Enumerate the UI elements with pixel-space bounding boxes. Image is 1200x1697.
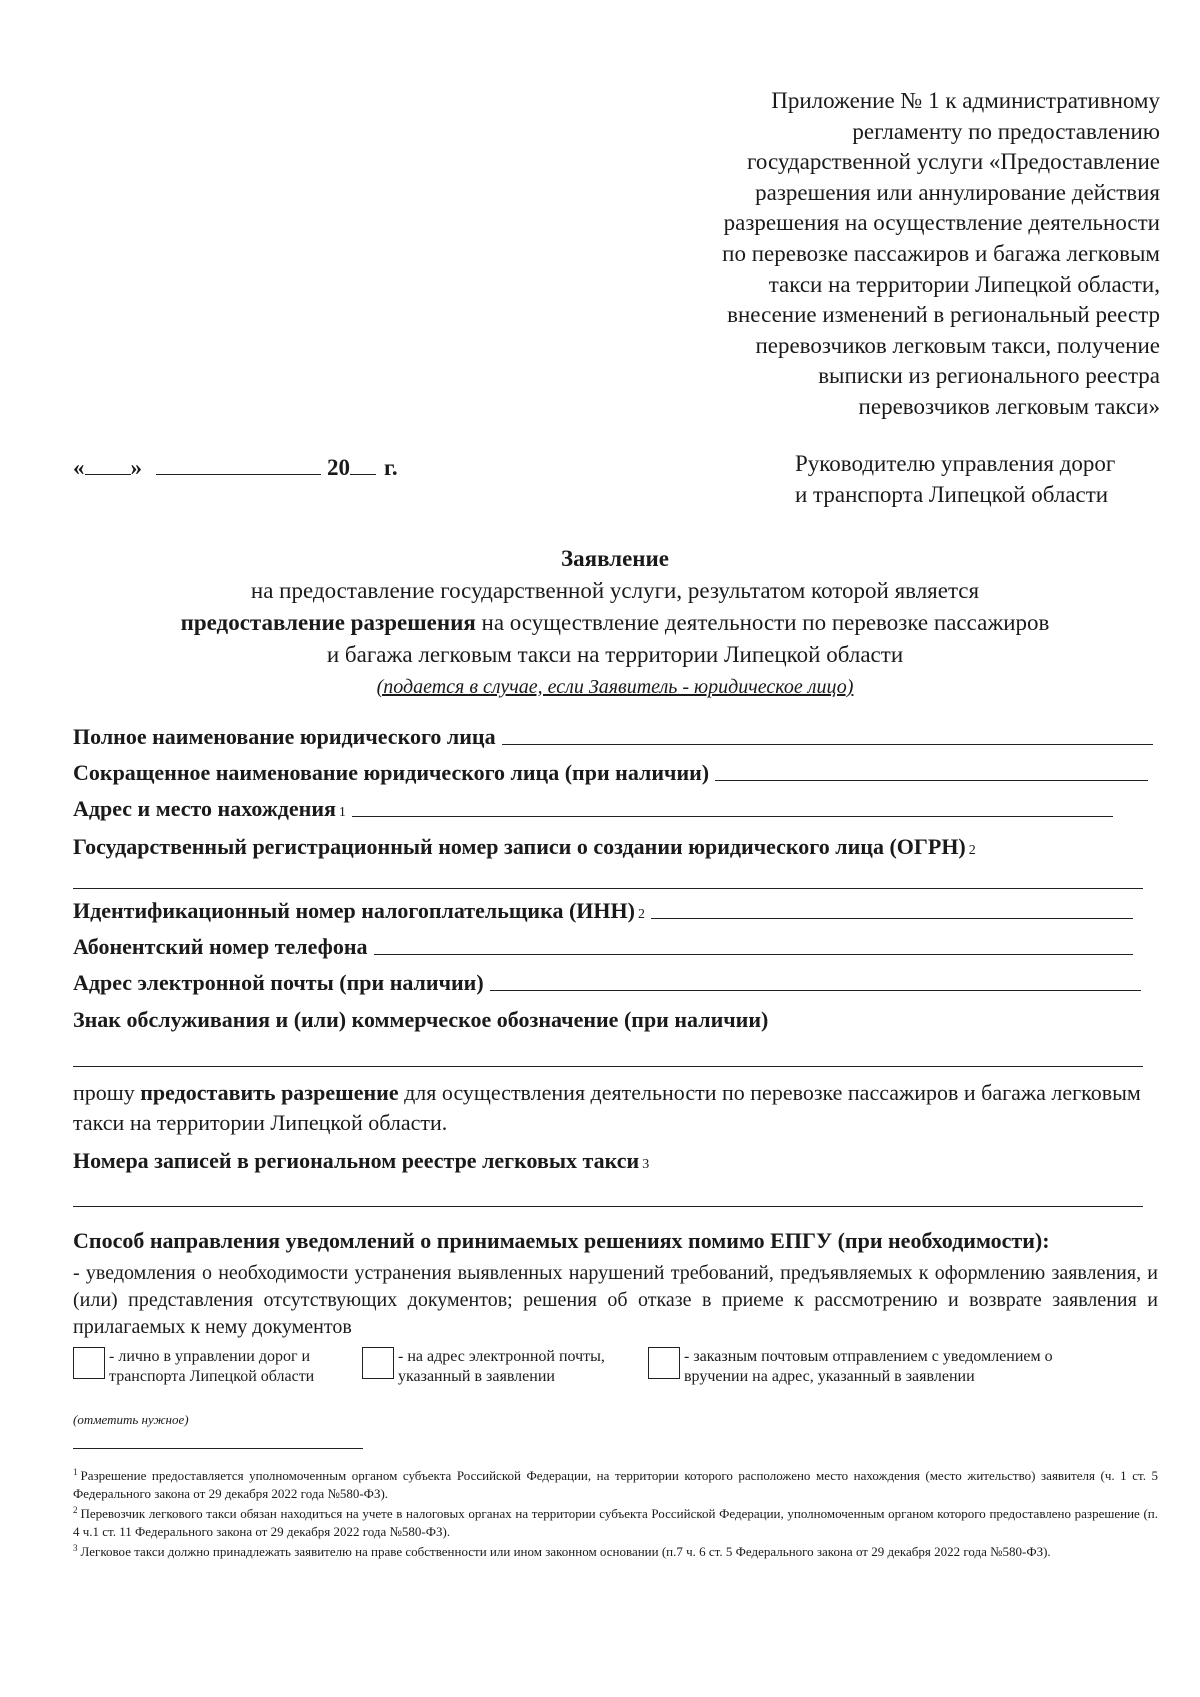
option-label-line: вручении на адрес, указанный в заявлении [684,1368,975,1385]
registry-field [73,1148,649,1174]
inn-field[interactable] [73,898,1133,924]
appendix-line: перевозчиков легковым такси» [858,393,1160,419]
ogrn-field [73,834,976,860]
trademark-line[interactable] [73,1066,1143,1067]
appendix-line: выписки из регионального реестра [818,363,1160,389]
phone-field[interactable] [73,934,1133,960]
date-open-quote: « [73,455,85,480]
registry-label: Номера записей в региональном реестре легковых такси [73,1148,640,1173]
address-line[interactable] [352,815,1113,817]
option-mail[interactable] [648,1347,1053,1387]
email-field[interactable] [73,970,1141,996]
appendix-line: по перевозке пассажиров и багажа легковым [722,240,1160,266]
appendix-line: внесение изменений в региональный реестр [727,302,1160,328]
full-name-label: Полное наименование юридического лица [73,724,496,749]
footnotes [73,1464,1158,1561]
title-note: (подается в случае, если Заявитель - юридическое лицо) [376,676,854,698]
title-line-rest: на осуществление деятельности по перевозке пассажиров [475,610,1050,635]
short-name-label: Сокращенное наименование юридического лица (при наличии) [73,760,710,785]
footnote [73,1464,1158,1502]
registry-line[interactable] [73,1206,1143,1207]
footnote-ref: 3 [642,1157,650,1172]
request-bold: предоставить разрешение [140,1080,399,1105]
request-prefix: прошу [73,1080,141,1105]
footnote-text: Легковое такси должно принадлежать заявителю на праве собственности или ином законном основании (п.7 ч. 6 ст. 5 Федерального закона от 29 декабря 2022 года №580-ФЗ). [80,1544,1051,1559]
option-label [109,1347,314,1387]
request-rest: для осуществления деятельности по перевозке пассажиров и багажа легковым такси на территории Липецкой области. [73,1080,1141,1135]
footnote-text: Разрешение предоставляется уполномоченным органом субъекта Российской Федерации, на территории которого расположено место нахождения (место жительство) заявителя (ч. 1 ст. 5 Федерального закона от 29 декабря 2022 года №580-ФЗ). [73,1468,1158,1501]
option-label-line: - на адрес электронной почты, [398,1348,605,1365]
addressee [795,448,1165,510]
method-title: Способ направления уведомлений о принимаемых решениях помимо ЕПГУ (при необходимости): [73,1228,1050,1253]
full-name-field[interactable] [73,724,1153,750]
document-title: Заявление [560,546,670,571]
appendix-line: перевозчиков легковым такси, получение [755,332,1160,358]
title-line [100,607,1130,639]
footnote-number: 2 [73,1505,78,1515]
option-email[interactable] [362,1347,605,1387]
footnote-ref: 2 [968,843,976,858]
ogrn-line[interactable] [73,888,1143,889]
month-blank[interactable] [156,473,321,475]
footnote [73,1502,1158,1540]
title-bold-phrase: предоставление разрешения [180,610,476,635]
appendix-line: государственной услуги «Предоставление [747,149,1160,175]
footnote-ref: 1 [338,805,346,820]
option-label-line: - заказным почтовым отправлением с уведомлением о [684,1348,1053,1365]
email-label: Адрес электронной почты (при наличии) [73,970,484,995]
appendix-header [650,86,1160,423]
appendix-line: Приложение № 1 к административному [771,88,1160,113]
title-block [100,543,1130,703]
method-text: - уведомления о необходимости устранения выявленных нарушений требований, предъявляемых к оформлению заявления, и (или) представления отсутствующих документов; решения об отказе в приеме к рассмотрению и возврате заявления и прилагаемых к нему документов [73,1262,1158,1338]
footnote-rule [73,1448,363,1449]
appendix-line: регламенту по предоставлению [852,118,1160,144]
addressee-line: и транспорта Липецкой области [795,482,1109,507]
footnote [73,1540,1158,1561]
inn-label: Идентификационный номер налогоплательщика (ИНН) [73,898,635,923]
appendix-line: разрешения на осуществление деятельности [723,210,1160,236]
request-paragraph [73,1078,1148,1138]
address-field[interactable] [73,796,1113,822]
year-prefix: 20 [327,455,350,480]
ogrn-label: Государственный регистрационный номер записи о создании юридического лица (ОГРН) [73,834,966,859]
option-in-person[interactable] [73,1347,314,1387]
footnote-ref: 2 [637,907,645,922]
inn-line[interactable] [651,917,1133,919]
trademark-label: Знак обслуживания и (или) коммерческое обозначение (при наличии) [73,1007,769,1032]
checkbox[interactable] [73,1347,105,1379]
day-blank[interactable] [85,473,131,475]
date-line [73,455,398,481]
checkbox[interactable] [648,1347,680,1379]
mark-note: (отметить нужное) [73,1412,189,1427]
footnote-text: Перевозчик легкового такси обязан находиться на учете в налоговых органах на территории субъекта Российской Федерации, уполномоченным органом которого предоставлено разрешение (п. 4 ч.1 ст. 11 Федерального закона от 29 декабря 2022 года №580-ФЗ). [73,1506,1158,1539]
title-line: на предоставление государственной услуги, результатом которой является [250,578,980,603]
option-label-line: транспорта Липецкой области [109,1368,315,1385]
trademark-field [73,1007,768,1033]
year-suffix: г. [384,455,398,480]
phone-line[interactable] [374,953,1133,955]
option-label [398,1347,605,1387]
phone-label: Абонентский номер телефона [73,934,368,959]
short-name-field[interactable] [73,760,1148,786]
footnote-number: 3 [73,1543,78,1553]
addressee-line: Руководителю управления дорог [795,451,1116,476]
appendix-line: такси на территории Липецкой области, [768,271,1160,297]
full-name-line[interactable] [502,743,1153,745]
year-blank[interactable] [350,473,376,475]
short-name-line[interactable] [715,779,1148,781]
footnote-number: 1 [73,1467,78,1477]
date-close-quote: » [130,455,142,480]
appendix-line: разрешения или аннулирование действия [755,179,1160,205]
option-label [684,1347,1053,1387]
title-line: и багажа легковым такси на территории Липецкой области [326,642,904,667]
option-label-line: - лично в управлении дорог и [109,1348,311,1365]
option-label-line: указанный в заявлении [398,1368,555,1385]
address-label: Адрес и место нахождения [73,796,336,821]
checkbox[interactable] [362,1347,394,1379]
email-line[interactable] [490,989,1141,991]
